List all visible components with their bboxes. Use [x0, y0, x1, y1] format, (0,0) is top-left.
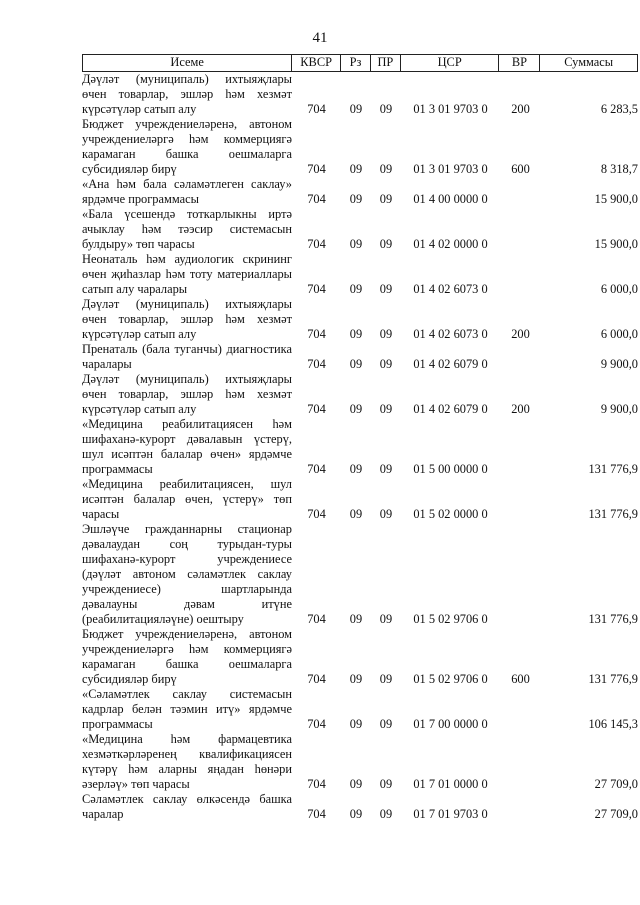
row-kvsr: 704 — [307, 507, 326, 521]
row-kvsr: 704 — [307, 612, 326, 626]
row-kvsr: 704 — [307, 102, 326, 116]
row-name: Сәламәтлек саклау өлкәсендә башка чаралар — [82, 792, 292, 821]
table-body — [82, 72, 638, 822]
row-rz: 09 — [349, 327, 363, 341]
row-csr: 01 7 00 0000 0 — [413, 717, 488, 731]
row-name: Бюджет учреждениеләренә, автоном учреждениеләргә һәм коммерциягә карамаган башка оешмаларга субсидияләр бирү — [82, 627, 292, 686]
row-name: «Медицина реабилитациясен, шул исәптән балалар өчен, үстерү» төп чарасы — [82, 477, 292, 521]
row-pr: 09 — [379, 192, 393, 206]
row-rz: 09 — [349, 717, 363, 731]
row-vr: 200 — [511, 102, 530, 116]
row-sum: 15 900,0 — [594, 192, 638, 206]
row-kvsr: 704 — [307, 237, 326, 251]
row-sum: 131 776,9 — [588, 612, 638, 626]
row-pr: 09 — [379, 507, 393, 521]
row-kvsr: 704 — [307, 672, 326, 686]
row-sum: 131 776,9 — [588, 507, 638, 521]
header-name: Исеме — [83, 55, 292, 71]
row-rz: 09 — [349, 507, 363, 521]
row-name: «Медицина һәм фармацевтика хезмәткәрләренең квалификациясен күтәрү һәм аларны яңадан һөнәри әзерләү» төп чарасы — [82, 732, 292, 791]
row-sum: 106 145,3 — [588, 717, 638, 731]
row-csr: 01 4 02 6079 0 — [413, 357, 488, 371]
budget-table — [82, 54, 638, 822]
row-name: «Медицина реабилитациясен һәм шифаханә-курорт дәвалавын үстерү, шул исәптән балалар өчен» ярдәмче программасы — [82, 417, 292, 476]
row-sum: 6 000,0 — [600, 282, 638, 296]
row-name: Пренаталь (бала туганчы) диагностика чаралары — [82, 342, 292, 371]
row-rz: 09 — [349, 612, 363, 626]
row-sum: 27 709,0 — [594, 777, 638, 791]
row-csr: 01 3 01 9703 0 — [413, 162, 488, 176]
row-pr: 09 — [379, 462, 393, 476]
row-rz: 09 — [349, 807, 363, 821]
header-csr: ЦСР — [401, 55, 500, 71]
row-kvsr: 704 — [307, 462, 326, 476]
row-name: Дәүләт (муниципаль) ихтыяҗлары өчен товарлар, эшләр һәм хезмәт күрсәтүләр сатып алу — [82, 372, 292, 416]
row-rz: 09 — [349, 102, 363, 116]
table-row — [82, 687, 638, 732]
row-sum: 27 709,0 — [594, 807, 638, 821]
row-pr: 09 — [379, 807, 393, 821]
row-vr: 600 — [511, 162, 530, 176]
row-kvsr: 704 — [307, 717, 326, 731]
row-rz: 09 — [349, 192, 363, 206]
row-rz: 09 — [349, 462, 363, 476]
row-pr: 09 — [379, 282, 393, 296]
row-name: «Бала үсешендә тоткарлыкны иртә ачыклау һәм тәэсир системасын булдыру» төп чарасы — [82, 207, 292, 251]
row-pr: 09 — [379, 672, 393, 686]
table-row — [82, 177, 638, 207]
row-sum: 9 900,0 — [600, 402, 638, 416]
row-pr: 09 — [379, 102, 393, 116]
header-rz: Рз — [341, 55, 371, 71]
row-pr: 09 — [379, 777, 393, 791]
row-kvsr: 704 — [307, 327, 326, 341]
row-sum: 8 318,7 — [600, 162, 638, 176]
row-name: «Ана һәм бала сәламәтлеген саклау» ярдәмче программасы — [82, 177, 292, 206]
table-row — [82, 207, 638, 252]
table-row — [82, 627, 638, 687]
table-row — [82, 522, 638, 627]
row-csr: 01 3 01 9703 0 — [413, 102, 488, 116]
row-pr: 09 — [379, 162, 393, 176]
row-pr: 09 — [379, 717, 393, 731]
row-rz: 09 — [349, 282, 363, 296]
row-pr: 09 — [379, 402, 393, 416]
page-number: 41 — [312, 30, 328, 46]
row-csr: 01 7 01 9703 0 — [413, 807, 488, 821]
row-vr: 600 — [511, 672, 530, 686]
row-csr: 01 7 01 0000 0 — [413, 777, 488, 791]
row-sum: 9 900,0 — [600, 357, 638, 371]
table-row — [82, 297, 638, 342]
table-row — [82, 117, 638, 177]
table-header-row — [82, 54, 638, 72]
row-csr: 01 5 00 0000 0 — [413, 462, 488, 476]
row-csr: 01 4 02 6073 0 — [413, 327, 488, 341]
table-row — [82, 477, 638, 522]
row-csr: 01 4 02 6079 0 — [413, 402, 488, 416]
table-row — [82, 417, 638, 477]
table-row — [82, 792, 638, 822]
row-kvsr: 704 — [307, 807, 326, 821]
row-sum: 131 776,9 — [588, 672, 638, 686]
row-csr: 01 5 02 0000 0 — [413, 507, 488, 521]
row-pr: 09 — [379, 327, 393, 341]
header-kvsr: КВСР — [292, 55, 341, 71]
table-row — [82, 342, 638, 372]
row-sum: 6 283,5 — [600, 102, 638, 116]
row-name: Неонаталь һәм аудиологик скрининг өчен җиһазлар һәм тоту материаллары сатып алу чаралары — [82, 252, 292, 296]
row-kvsr: 704 — [307, 162, 326, 176]
row-pr: 09 — [379, 357, 393, 371]
row-kvsr: 704 — [307, 192, 326, 206]
header-sum: Суммасы — [564, 55, 614, 69]
row-kvsr: 704 — [307, 777, 326, 791]
row-name: Дәүләт (муниципаль) ихтыяҗлары өчен товарлар, эшләр һәм хезмәт күрсәтүләр сатып алу — [82, 72, 292, 116]
row-vr: 200 — [511, 402, 530, 416]
row-name: Дәүләт (муниципаль) ихтыяҗлары өчен товарлар, эшләр һәм хезмәт күрсәтүләр сатып алу — [82, 297, 292, 341]
row-kvsr: 704 — [307, 357, 326, 371]
row-rz: 09 — [349, 162, 363, 176]
row-kvsr: 704 — [307, 282, 326, 296]
row-rz: 09 — [349, 402, 363, 416]
row-rz: 09 — [349, 777, 363, 791]
row-name: Эшләүче гражданнарны стационар дәвалаудан соң турыдан-туры шифаханә-курорт учреждениесе (дәүләт автоном сәламәтлек саклау учреждениесе) шартларында дәвалауны дәвам итүне (реабилитацияләүне) оештыру — [82, 522, 292, 626]
table-row — [82, 372, 638, 417]
row-rz: 09 — [349, 237, 363, 251]
row-sum: 6 000,0 — [600, 327, 638, 341]
table-row — [82, 72, 638, 117]
row-pr: 09 — [379, 612, 393, 626]
row-vr: 200 — [511, 327, 530, 341]
header-vr: ВР — [499, 55, 540, 71]
row-rz: 09 — [349, 357, 363, 371]
row-csr: 01 5 02 9706 0 — [413, 612, 488, 626]
row-name: «Сәламәтлек саклау системасын кадрлар белән тәэмин итү» ярдәмче программасы — [82, 687, 292, 731]
table-row — [82, 732, 638, 792]
row-name: Бюджет учреждениеләренә, автоном учреждениеләргә һәм коммерциягә карамаган башка оешмаларга субсидияләр бирү — [82, 117, 292, 176]
table-row — [82, 252, 638, 297]
row-csr: 01 4 02 0000 0 — [413, 237, 488, 251]
row-sum: 131 776,9 — [588, 462, 638, 476]
row-pr: 09 — [379, 237, 393, 251]
row-csr: 01 4 02 6073 0 — [413, 282, 488, 296]
row-sum: 15 900,0 — [594, 237, 638, 251]
row-csr: 01 5 02 9706 0 — [413, 672, 488, 686]
header-pr: ПР — [371, 55, 401, 71]
row-csr: 01 4 00 0000 0 — [413, 192, 488, 206]
row-kvsr: 704 — [307, 402, 326, 416]
row-rz: 09 — [349, 672, 363, 686]
